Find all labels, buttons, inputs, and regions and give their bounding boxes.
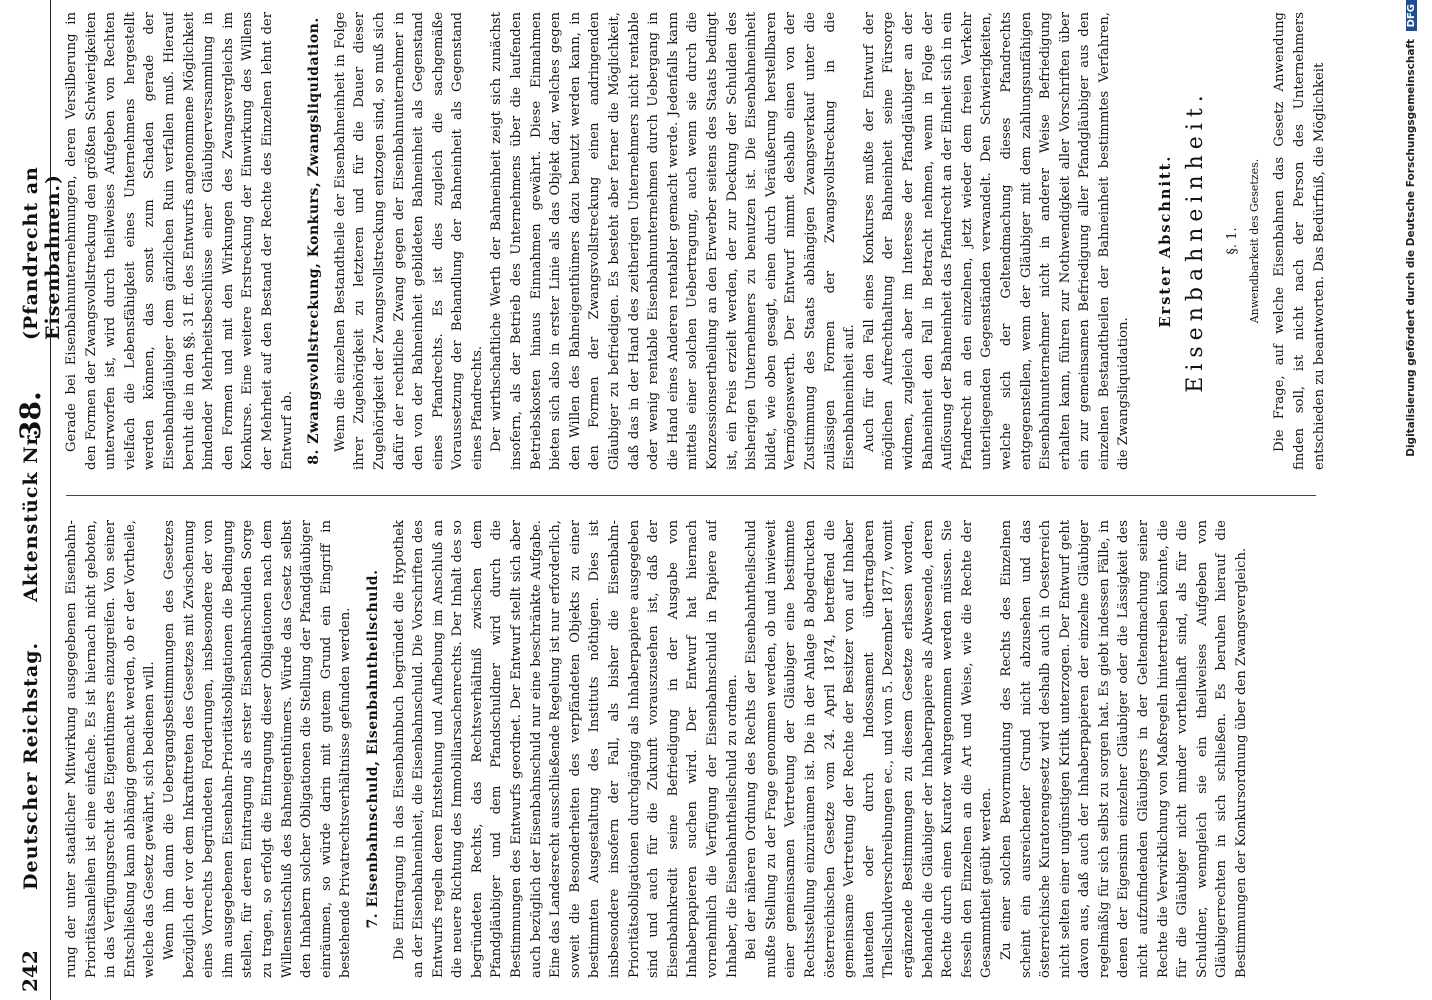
digitization-note xyxy=(1405,0,1425,1000)
right-paragraph-2: Wenn die einzelnen Bestandtheile der Eisenbahneinheit in Folge ihrer Zugehörigkeit zu letzteren und für die Dauer dieser Zugehörigkeit der Zwangsvollstreckung entzogen sind, so muß sich dafür der rechtliche Zwang gegen der Eisenbahnunternehmer in den von der Bahneinheit gebildeten Bahneinheit als Gegenstand eines Pfandrechts. Es ist dies zugleich die sachgemäße Voraussetzung der Behandlung der Bahneinheit als Gegenstand eines Pfandrechts. xyxy=(332,12,485,470)
right-paragraph-1: Gerade bei Eisenbahnunternehmungen, deren Versilberung in den Formen der Zwangsvollstreckung den größten Schwierigkeiten unterworfen ist, wird durch theilweises Aufgeben von Rechten vielfach die Lebensfähigkeit eines Unternehmens hergestellt werden können, das sonst zum Schaden gerade der Eisenbahngläubiger dem gänzlichen Ruin verfallen muß. Hierauf beruht die in den §§. 31 ff. des Entwurfs angenommene Möglichkeit bindender Mehrheitsbeschlüsse einer Gläubigerversammlung in den Formen und mit den Wirkungen des Zwangsvergleichs im Konkurse. Eine weitere Erstreckung der Einwirkung des Willens der Mehrheit auf den Bestand der Rechte des Einzelnen lehnt der Entwurf ab. xyxy=(64,12,295,470)
paragraph-title: Anwendbarkeit des Gesetzes. xyxy=(1247,158,1261,324)
section-heading-7: 7. Eisenbahnschuld, Eisenbahntheilschuld. xyxy=(364,569,381,929)
header-rule xyxy=(50,0,51,1000)
page-number: 242 xyxy=(18,950,42,992)
part-heading: Erster Abschnitt. xyxy=(1157,154,1175,328)
digitization-text: Digitalisierung gefördert durch die Deutsche Forschungsgemeinschaft xyxy=(1405,39,1417,457)
dfg-logo: DFG xyxy=(1406,0,1417,31)
main-heading: Eisenbahneinheit. xyxy=(1182,89,1208,393)
left-paragraph-1: rung der unter staatlicher Mitwirkung ausgegebenen Eisenbahn-Prioritätsanleihen ist eine einfache. Es ist hiernach nicht geboten, in das Verfügungsrecht des Eigenthümers einzugreifen. Von seiner Entschließung kann abhängig gemacht werden, ob er der Vortheile, welche das Gesetz gewährt, sich bedienen will. xyxy=(64,520,158,978)
paragraph-number: §. 1. xyxy=(1225,227,1241,255)
right-paragraph-4: Auch für den Fall eines Konkurses mußte der Entwurf der möglichen Aufrechthaltung der Bahneinheit seine Fürsorge widmen, zugleich aber im Interesse der Pfandgläubiger an der Bahneinheit den Fall in Betracht nehmen, wenn in Folge der Auflösung der Bahneinheit das Pfandrecht an der Einheit sich in ein Pfandrecht an den einzelnen, jetzt wieder dem freien Verkehr unterliegenden Gegenständen verwandelt. Den Schwierigkeiten, welche sich der Geltendmachung dieses Pfandrechts entgegenstellen, wenn der Gläubiger mit dem zahlungsunfähigen Eisenbahnunternehmer nicht in anderer Weise Befriedigung erhalten kann, führen zur Nothwendigkeit aller Vorschriften über ein zur gemeinsamen Befriedigung aller Pfandgläubiger aus den einzelnen Bestandtheilen der Bahneinheit bestimmtes Verfahren, die Zwangsliquidation. xyxy=(861,12,1132,470)
document-title: (Pfandrecht an Eisenbahnen.) xyxy=(20,166,64,340)
left-paragraph-2: Wenn ihm dann die Uebergangsbestimmungen des Gesetzes bezüglich der vor dem Inkrafttreten des Gesetzes mit Zwischenung eines Vorrechts begründeten Forderungen, insbesondere der von ihm ausgegebenen Eisenbahn-Prioritätsobligationen die Bedingung stellen, für deren Eintragung als erster Eisenbahnschulden Sorge zu tragen, so erfolgt die Eintragung dieser Obligationen nach dem Willensentschluß des Bahneigenthümers. Würde das Gesetz selbst den Inhabern solcher Obligationen die Stellung der Pfandgläubiger einräumen, so würde darin mit gutem Grund ein Eingriff in bestehende Privatrechtsverhältnisse gefunden werden. xyxy=(161,520,354,978)
left-paragraph-3: Die Eintragung in das Eisenbahnbuch begründet die Hypothek an der Eisenbahneinheit, die Eisenbahnschuld. Die Vorschriften des Entwurfs regeln deren Entstehung und Aufhebung im Anschluß an die neuere Richtung des Immobiliarsachenrechts. Der Inhalt des so begründeten Rechts, das Rechtsverhältniß zwischen dem Pfandgläubiger und dem Pfandschuldner wird durch die Bestimmungen des Entwurfs geordnet. Der Entwurf stellt sich aber auch bezüglich der Eisenbahnschuld nur eine beschränkte Aufgabe. Eine das Landesrecht ausschließende Regelung ist nur erforderlich, soweit die Besonderheiten des verpfändeten Objekts zu einer bestimmten Ausgestaltung des Instituts nöthigen. Dies ist insbesondere insofern der Fall, als bisher die Eisenbahn-Prioritätsobligationen durchgängig als Inhaberpapiere ausgegeben sind und auch für die Zukunft vorauszusehen ist, daß der Eisenbahnkredit seine Befriedigung in der Ausgabe von Inhaberpapieren suchen wird. Der Entwurf hat hiernach vornehmlich die Verfügung der Eisenbahnschuld in Papiere auf Inhaber, die Eisenbahntheilschuld zu ordnen. xyxy=(391,520,740,978)
aktenstueck-label: Aktenstück Nr. xyxy=(20,428,42,602)
left-paragraph-5: Zu einer solchen Bevormundung des Rechts des Einzelnen scheint ein ausreichender Grund nicht abzusehen und das österreichische Kuratorengesetz wird deshalb auch in Oesterreich nicht selten einer ungünstigen Kritik unterzogen. Der Entwurf geht davon aus, daß auch der Inhaberpapieren der einzelne Gläubiger regelmäßig für sich selbst zu sorgen hat. Es giebt indessen Fälle, in denen der Eigensinn einzelner Gläubiger oder die Lässigkeit des nicht aufzufindenden Gläubigers in der Geltendmachung seiner Rechte die Verwirklichung von Maßregeln hintertreiben könnte, die für die Gläubiger nicht minder vortheilhaft sind, als für die Schuldner, wenngleich sie ein theilweises Aufgeben von Gläubigerrechten in sich schließen. Es beruhen hierauf die Bestimmungen der Konkursordnung über den Zwangsvergleich. xyxy=(998,520,1250,978)
aktenstueck-number: 38. xyxy=(14,391,47,440)
right-paragraph-3: Der wirthschaftliche Werth der Bahneinheit zeigt sich zunächst insofern, als der Betrieb des Unternehmens über die laufenden Betriebskosten hinaus Einnahmen gewährt. Diese Einnahmen bieten sich also in erster Linie als das Objekt dar, welches gegen den Willen des Bahneigenthümers dazu benutzt werden kann, in den Formen der Zwangsvollstreckung einen andringenden Gläubiger zu befriedigen. Es besteht aber ferner die Möglichkeit, daß das in der Hand des zeitherigen Unternehmers nicht rentable oder wenig rentable Eisenbahnunternehmen durch Uebergang in die Hand eines Anderen rentabler gemacht werde. Jedenfalls kann mittels einer solchen Uebertragung, auch wenn sie durch die Konzessionsertheilung an den Erwerber seitens des Staats bedingt ist, ein Preis erzielt werden, der zur Deckung der Schulden des bisherigen Unternehmers zu benutzen ist. Die Eisenbahneinheit bildet, wie oben gesagt, einen durch Veräußerung herstellbaren Vermögenswerth. Der Entwurf nimmt deshalb einen von der Zustimmung des Staats abhängigen Zwangsverkauf unter die zulässigen Formen der Zwangsvollstreckung in die Eisenbahneinheit auf. xyxy=(489,12,858,470)
right-paragraph-5: Die Frage, auf welche Eisenbahnen das Gesetz Anwendung finden soll, ist nicht nach der Person des Unternehmers entschieden zu beantworten. Das Bedürfniß, die Möglichkeit xyxy=(1272,12,1327,470)
right-column xyxy=(62,12,1362,470)
page-header xyxy=(12,0,64,1000)
column-divider xyxy=(66,495,1316,496)
running-title: Deutscher Reichstag. xyxy=(20,641,42,890)
left-paragraph-4: Bei der näheren Ordnung des Rechts der Eisenbahntheilschuld mußte Stellung zu der Frage genommen werden, ob und inwieweit einer gemeinsamen Vertretung der Gläubiger eine bestimmte Rechtsstellung einzuräumen ist. Die in der Anlage B abgedruckten österreichischen Gesetze vom 24. April 1874, betreffend die gemeinsame Vertretung der Rechte der Besitzer von auf Inhaber lautenden oder durch Indossament übertragbaren Theilschuldverschreibungen ec., und vom 5. Dezember 1877, womit ergänzende Bestimmungen zu diesem Gesetze erlassen worden, behandeln die Gläubiger der Inhaberpapiere als Abwesende, deren Rechte durch einen Kurator wahrgenommen werden müssen. Sie fesseln den Einzelnen an die Art und Weise, wie die Rechte der Gesammtheit geübt werden. xyxy=(744,520,995,978)
left-column xyxy=(62,520,1362,978)
section-heading-8: 8. Zwangsvollstreckung, Konkurs, Zwangsliquidation. xyxy=(306,17,323,465)
